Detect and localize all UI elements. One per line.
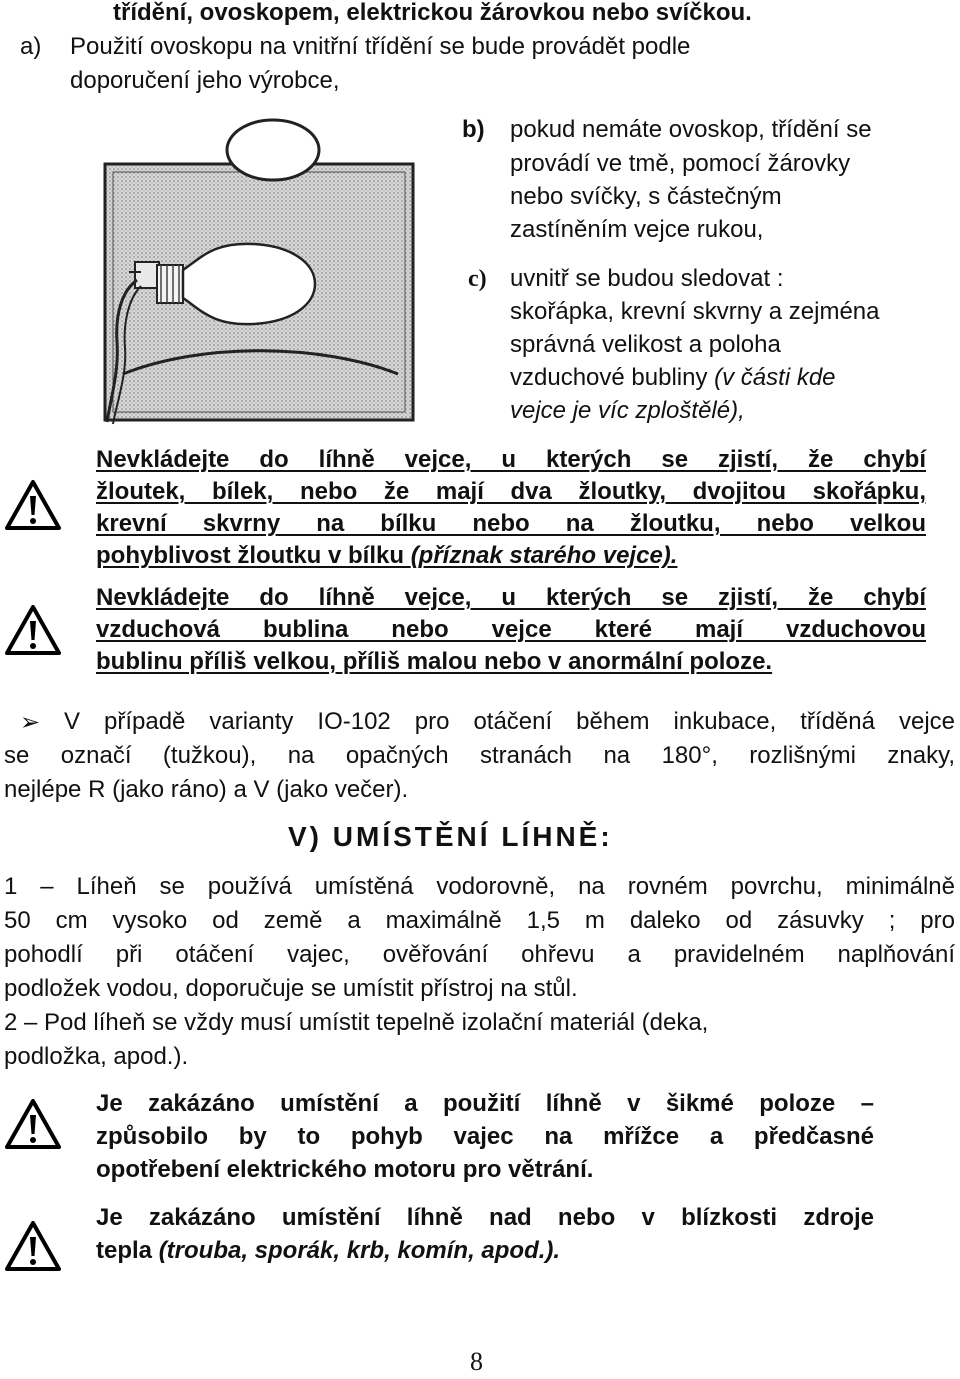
item-c-marker: c) (468, 266, 487, 292)
section-line-6: podložka, apod.). (4, 1043, 189, 1070)
item-c-line-2: skořápka, krevní skvrny a zejména (510, 298, 880, 325)
section-line-1: 1 – Líheň se používá umístěná vodorovně, na rovném povrchu, minimálně (4, 873, 955, 900)
bullet-line-3: nejlépe R (jako ráno) a V (jako večer). (4, 776, 409, 803)
item-a-text-2: doporučení jeho výrobce, (70, 67, 340, 94)
warning-1-line-2: žloutek, bílek, nebo že mají dva žloutky, dvojitou skořápku, (96, 478, 926, 505)
bullet-line-2: se označí (tužkou), na opačných stranách na 180°, rozlišnými znaky, (4, 742, 955, 769)
section-title: V) UMÍSTĚNÍ LÍHNĚ: (288, 821, 613, 852)
item-b-marker: b) (462, 116, 485, 143)
warning-1-last-italic: (příznak starého vejce). (410, 542, 678, 569)
warning-triangle-icon (4, 604, 62, 656)
warning-triangle-icon (4, 1220, 62, 1272)
warning-triangle-icon (4, 479, 62, 531)
item-c-italic-1: (v části kde (714, 364, 836, 391)
item-b-line-3: nebo svíčky, s částečným (510, 183, 782, 210)
section-line-3: pohodlí při otáčení vajec, ověřování ohřevu a pravidelném naplňování (4, 941, 955, 968)
item-a-marker: a) (20, 33, 42, 60)
section-line-5: 2 – Pod líheň se vždy musí umístit tepelně izolační materiál (deka, (4, 1009, 709, 1036)
item-b-line-2: provádí ve tmě, pomocí žárovky (510, 150, 851, 177)
warning-4-line-2-italic: (trouba, sporák, krb, komín, apod.). (158, 1237, 561, 1264)
warning-2-line-3: bublinu příliš velkou, příliš malou nebo v anormální poloze. (96, 648, 773, 675)
warning-3-line-2: způsobilo by to pohyb vajec na mřížce a předčasné (96, 1123, 874, 1150)
warning-3-line-3: opotřebení elektrického motoru pro větrání. (96, 1156, 594, 1183)
warning-2-line-2: vzduchová bublina nebo vejce které mají vzduchovou (96, 616, 926, 643)
item-a-text-1: Použití ovoskopu na vnitřní třídění se bude provádět podle (70, 33, 691, 60)
warning-4-line-1: Je zakázáno umístění líhně nad nebo v blízkosti zdroje (96, 1204, 874, 1231)
warning-4-line-2 (96, 1234, 560, 1267)
intro-line: třídění, ovoskopem, elektrickou žárovkou nebo svíčkou. (113, 0, 752, 26)
warning-1-line-1: Nevkládejte do líhně vejce, u kterých se zjistí, že chybí (96, 446, 926, 473)
warning-1-line-3: krevní skvrny na bílku nebo na žloutku, nebo velkou (96, 510, 926, 537)
bullet-line-1: V případě varianty IO-102 pro otáčení během inkubace, tříděná vejce (64, 708, 955, 735)
warning-4-line-2-plain: tepla (96, 1237, 153, 1264)
arrow-bullet-icon: ➢ (20, 708, 41, 736)
section-line-4: podložek vodou, doporučuje se umístit přístroj na stůl. (4, 975, 578, 1002)
item-c-italic-2: vejce je víc zploštělé), (510, 397, 745, 424)
item-c-line-4-plain: vzduchové bubliny (510, 364, 708, 391)
warning-triangle-icon (4, 1098, 62, 1150)
item-b-line-4: zastíněním vejce rukou, (510, 216, 764, 243)
warning-3-line-1: Je zakázáno umístění a použití líhně v šikmé poloze – (96, 1090, 874, 1117)
section-line-2: 50 cm vysoko od země a maximálně 1,5 m daleko od zásuvky ; pro (4, 907, 955, 934)
item-b-line-1: pokud nemáte ovoskop, třídění se (510, 116, 872, 143)
warning-1-last-plain: pohyblivost žloutku v bílku (96, 542, 405, 569)
item-c-line-3: správná velikost a poloha (510, 331, 781, 358)
item-c-line-1: uvnitř se budou sledovat : (510, 265, 784, 292)
warning-2-line-1: Nevkládejte do líhně vejce, u kterých se zjistí, že chybí (96, 584, 926, 611)
page-number: 8 (470, 1347, 483, 1376)
warning-1-line-4 (96, 540, 677, 572)
candling-box-illustration (93, 112, 418, 427)
item-c-line-4 (510, 361, 836, 395)
